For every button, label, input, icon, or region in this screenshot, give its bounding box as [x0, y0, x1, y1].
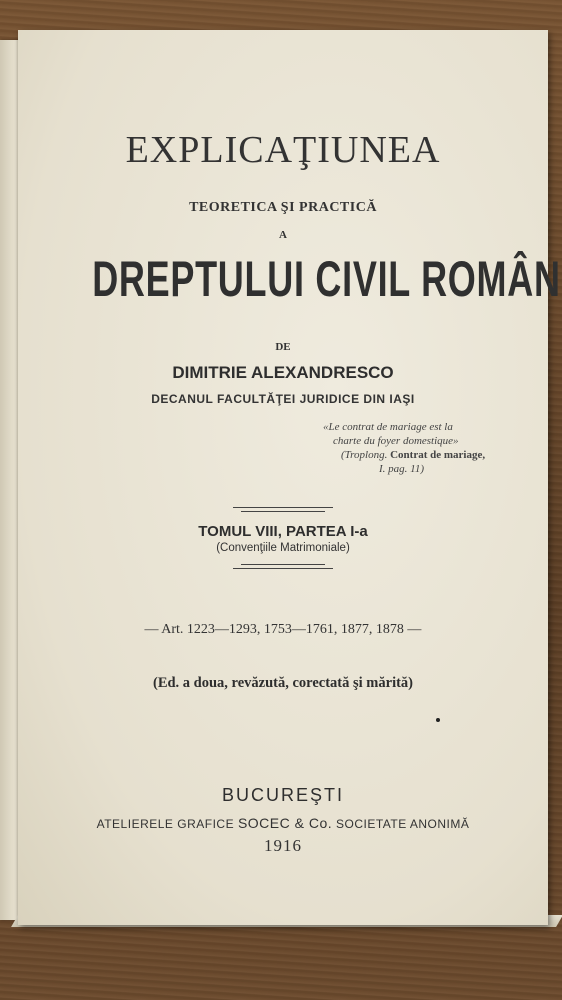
by-text: DE: [275, 341, 291, 353]
publisher-city: BUCUREŞTI: [221, 785, 344, 805]
publisher-prefix: ATELIERELE GRAFICE: [96, 817, 235, 831]
title-top: EXPLICAŢIUNEA: [125, 129, 441, 171]
author-role: DECANUL FACULTĂŢEI JURIDICE DIN IAŞI: [151, 392, 415, 406]
divider-top-inner: [241, 511, 325, 512]
publisher-line: [18, 815, 548, 831]
divider-bottom: [233, 568, 333, 569]
edition-note: (Ed. a doua, revăzută, corectată şi mărită): [152, 675, 414, 691]
publisher-name: SOCEC & Co.: [237, 815, 333, 831]
epigraph-source-ref: I. pag. 11): [379, 463, 425, 475]
author-name: DIMITRIE ALEXANDRESCO: [172, 363, 394, 382]
epigraph-source-author: (Troplong.: [341, 449, 388, 461]
ink-spot: [436, 718, 440, 722]
main-title: DREPTULUI CIVIL ROMÂN: [92, 251, 561, 307]
epigraph: [323, 420, 533, 476]
volume-label: TOMUL VIII, PARTEA I-a: [198, 523, 368, 540]
connector-text: A: [279, 229, 287, 241]
epigraph-source: [323, 448, 533, 462]
epigraph-source-title: Contrat de mariage,: [390, 449, 486, 461]
epigraph-line-2: charte du foyer domestique»: [333, 435, 459, 447]
publication-year: 1916: [264, 836, 302, 855]
divider-bottom-inner: [241, 564, 325, 565]
volume-subject: (Convenţiile Matrimoniale): [216, 542, 350, 554]
publisher-suffix: SOCIETATE ANONIMĂ: [335, 817, 470, 831]
epigraph-line-1: «Le contrat de mariage est la: [323, 421, 453, 433]
subtitle: TEORETICA ŞI PRACTICĂ: [189, 200, 377, 215]
divider-top: [233, 507, 333, 508]
articles-range: — Art. 1223—1293, 1753—1761, 1877, 1878 —: [144, 622, 422, 637]
title-page: [18, 30, 561, 925]
